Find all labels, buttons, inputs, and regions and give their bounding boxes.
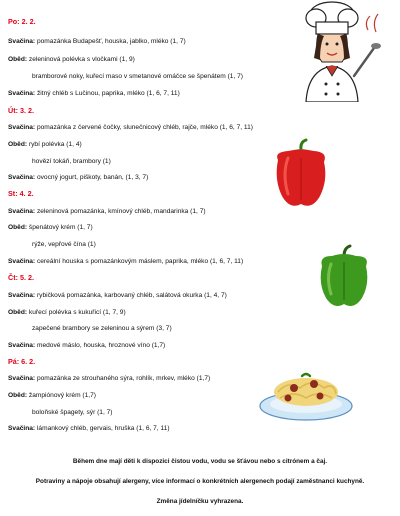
- green-pepper-icon: [316, 244, 372, 310]
- snack-label: Svačina:: [8, 38, 36, 45]
- snack-text: rybičková pomazánka, karbovaný chléb, salátová okurka (1, 4, 7): [36, 292, 227, 299]
- snack-row: [8, 124, 253, 132]
- snack-row: [8, 375, 210, 383]
- snack-text: ovocný jogurt, piškoty, banán, (1, 3, 7): [36, 174, 149, 181]
- snack-label: Svačina:: [8, 124, 36, 131]
- snack-label: Svačina:: [8, 342, 36, 349]
- snack-row: [8, 425, 170, 433]
- red-pepper-icon: [270, 138, 332, 210]
- lunch-soup: kuřecí polévka s kukuřicí (1, 7, 9): [28, 309, 126, 316]
- lunch-main: zapečené brambory se zeleninou a sýrem (3, 7): [32, 325, 172, 332]
- lunch-label: Oběd:: [8, 141, 28, 148]
- lunch-row: [8, 392, 96, 400]
- snack-text: žitný chléb s Lučinou, paprika, mléko (1, 6, 7, 11): [36, 90, 180, 97]
- snack-label: Svačina:: [8, 258, 36, 265]
- snack-text: lámankový chléb, gervais, hruška (1, 6, 7, 11): [36, 425, 170, 432]
- day-title: Po: 2. 2.: [8, 17, 36, 26]
- change-note: Změna jídelníčku vyhrazena.: [156, 498, 244, 505]
- lunch-main: boloňské špagety, sýr (1, 7): [32, 409, 113, 416]
- snack-text: pomazánka Budapešť, houska, jablko, mléko (1, 7): [36, 38, 186, 45]
- snack-row: [8, 258, 243, 266]
- lunch-row: [8, 141, 82, 149]
- snack-label: Svačina:: [8, 292, 36, 299]
- day-title: Pá: 6. 2.: [8, 357, 36, 366]
- chef-icon: [292, 0, 384, 102]
- snack-label: Svačina:: [8, 174, 36, 181]
- lunch-main: rýže, vepřové čína (1): [32, 241, 96, 248]
- snack-row: [8, 38, 186, 46]
- lunch-label: Oběd:: [8, 224, 28, 231]
- lunch-soup: špenátový krém (1, 7): [28, 224, 93, 231]
- snack-row: [8, 342, 165, 350]
- day-title: Čt: 5. 2.: [8, 273, 34, 282]
- snack-text: pomazánka z červené čočky, slunečnicový chléb, rajče, mléko (1, 6, 7, 11): [36, 124, 253, 131]
- snack-row: [8, 208, 206, 216]
- lunch-main: hovězí tokáň, brambory (1): [32, 158, 111, 165]
- water-note: Během dne mají děti k dispozici čistou vodu, vodu se šťávou nebo s citrónem a čaj.: [72, 458, 328, 465]
- lunch-row: [8, 309, 126, 317]
- snack-label: Svačina:: [8, 90, 36, 97]
- lunch-label: Oběd:: [8, 56, 28, 63]
- lunch-row: [8, 56, 135, 64]
- snack-label: Svačina:: [8, 425, 36, 432]
- day-title: Út: 3. 2.: [8, 106, 34, 115]
- lunch-main: bramborové noky, kuřecí maso v smetanové omáčce se špenátem (1, 7): [32, 73, 243, 80]
- snack-row: [8, 174, 148, 182]
- lunch-soup: žampiónový krém (1,7): [28, 392, 96, 399]
- lunch-label: Oběd:: [8, 309, 28, 316]
- snack-text: zeleninová pomazánka, kmínový chléb, mandarinka (1, 7): [36, 208, 206, 215]
- snack-label: Svačina:: [8, 208, 36, 215]
- snack-label: Svačina:: [8, 375, 36, 382]
- snack-text: medové máslo, houska, hroznové víno (1,7): [36, 342, 166, 349]
- lunch-soup: rybí polévka (1, 4): [28, 141, 82, 148]
- day-title: St: 4. 2.: [8, 189, 34, 198]
- snack-row: [8, 90, 180, 98]
- snack-text: pomazánka ze strouhaného sýra, rohlík, mrkev, mléko (1,7): [36, 375, 211, 382]
- allergen-note: Potraviny a nápoje obsahují alergeny, více informací o konkrétních alergenech podají zaměstnanci kuchyně.: [35, 478, 365, 485]
- lunch-label: Oběd:: [8, 392, 28, 399]
- spaghetti-plate-icon: [258, 362, 354, 422]
- snack-text: cereální houska s pomazánkovým máslem, paprika, mléko (1, 6, 7, 11): [36, 258, 244, 265]
- lunch-row: [8, 224, 93, 232]
- lunch-soup: zeleninová polévka s vločkami (1, 9): [28, 56, 135, 63]
- snack-row: [8, 292, 227, 300]
